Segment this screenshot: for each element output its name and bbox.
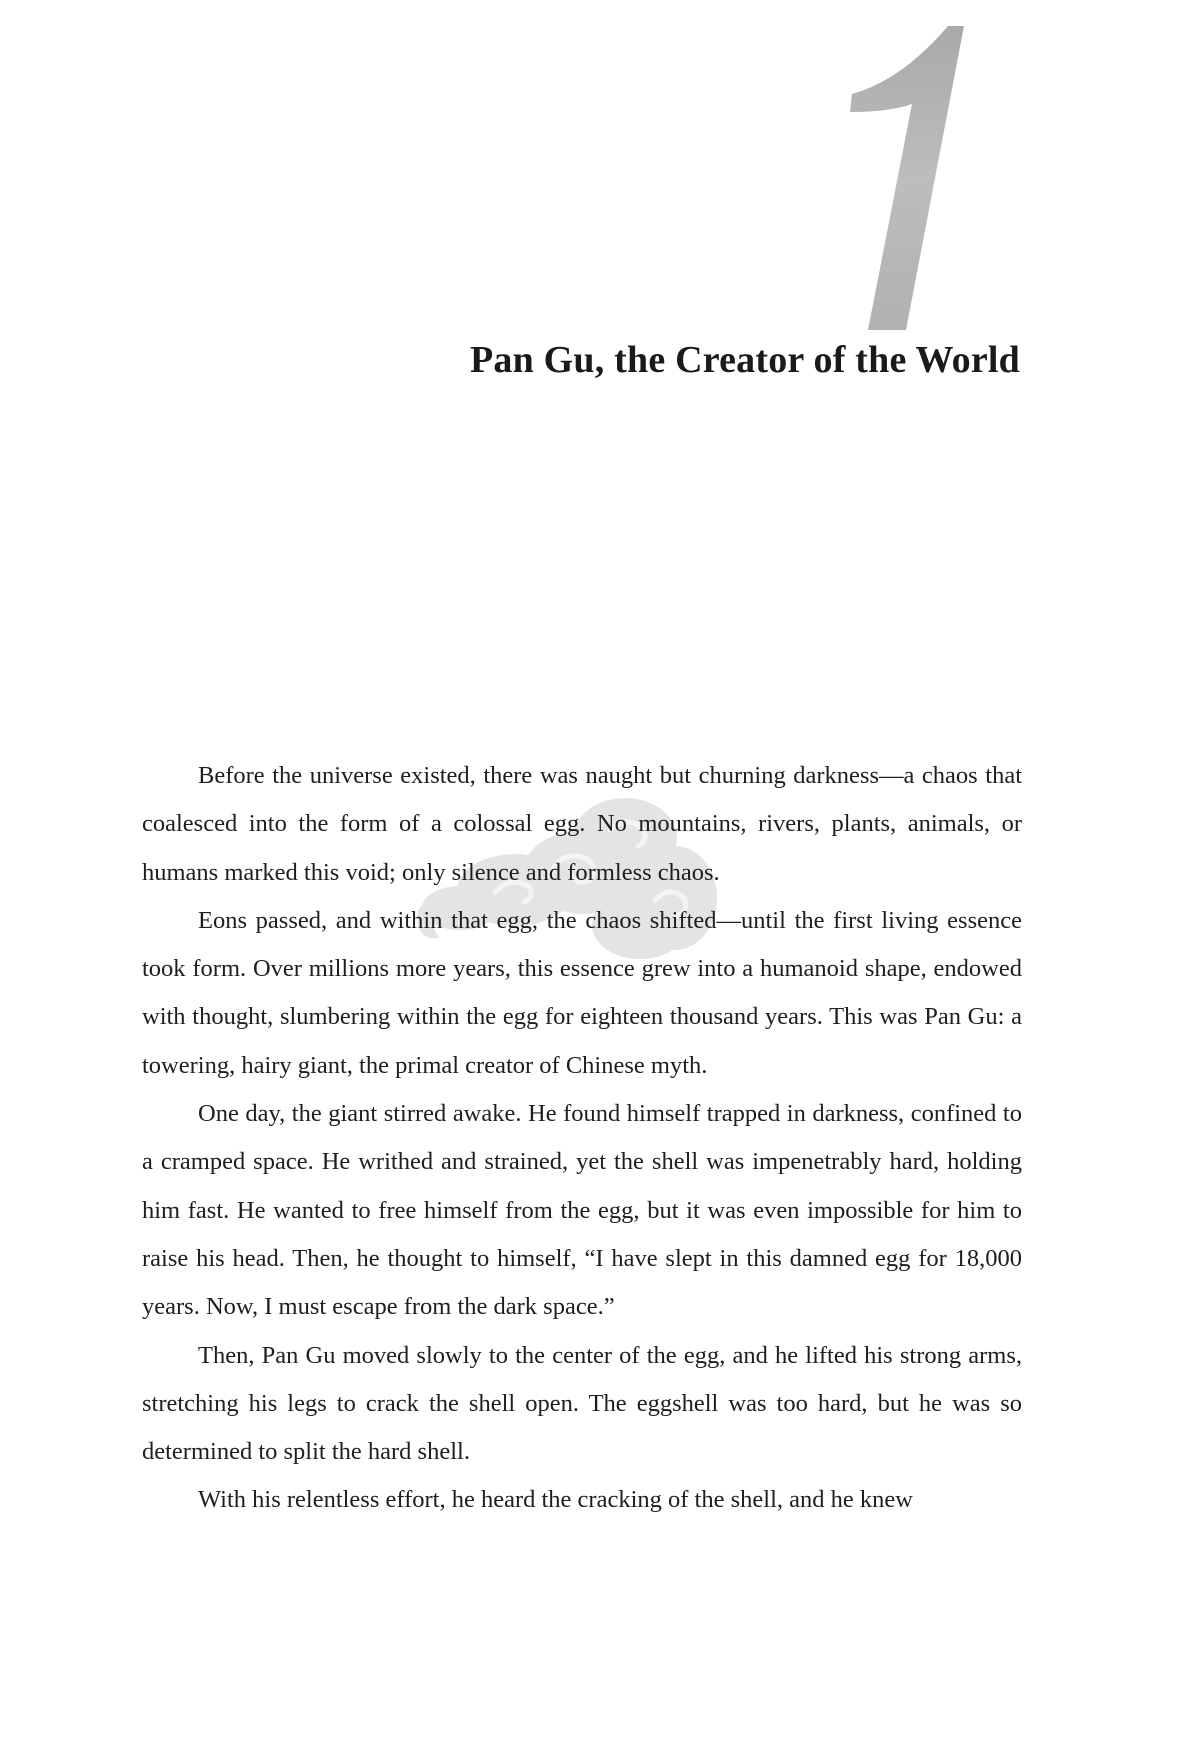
paragraph: Before the universe existed, there was naught but churning darkness—a chaos that coalesced into the form of a colossal egg. No mountains, rivers, plants, animals, or humans marked this void; only silence and formless chaos. bbox=[142, 762, 1022, 886]
chapter-number-glyph bbox=[830, 20, 980, 340]
chapter-title: Pan Gu, the Creator of the World bbox=[470, 339, 1020, 381]
body-text bbox=[142, 752, 1022, 1525]
paragraph: One day, the giant stirred awake. He found himself trapped in darkness, confined to a cramped space. He writhed and strained, yet the shell was impenetrably hard, holding him fast. He wanted to free himself from the egg, but it was even impossible for him to raise his head. Then, he thought to himself, “I have slept in this damned egg for 18,000 years. Now, I must escape from the dark space.” bbox=[142, 1100, 1022, 1321]
paragraph: With his relentless effort, he heard the cracking of the shell, and he knew bbox=[198, 1486, 913, 1514]
paragraph: Then, Pan Gu moved slowly to the center of the egg, and he lifted his strong arms, stretching his legs to crack the shell open. The eggshell was too hard, but he was so determined to split the hard shell. bbox=[142, 1341, 1022, 1466]
chapter-number bbox=[830, 20, 980, 340]
paragraph: Eons passed, and within that egg, the chaos shifted—until the first living essence took form. Over millions more years, this essence grew into a humanoid shape, endowed with thought, slumbering within the egg for eighteen thousand years. This was Pan Gu: a towering, hairy giant, the primal creator of Chinese myth. bbox=[142, 906, 1022, 1079]
